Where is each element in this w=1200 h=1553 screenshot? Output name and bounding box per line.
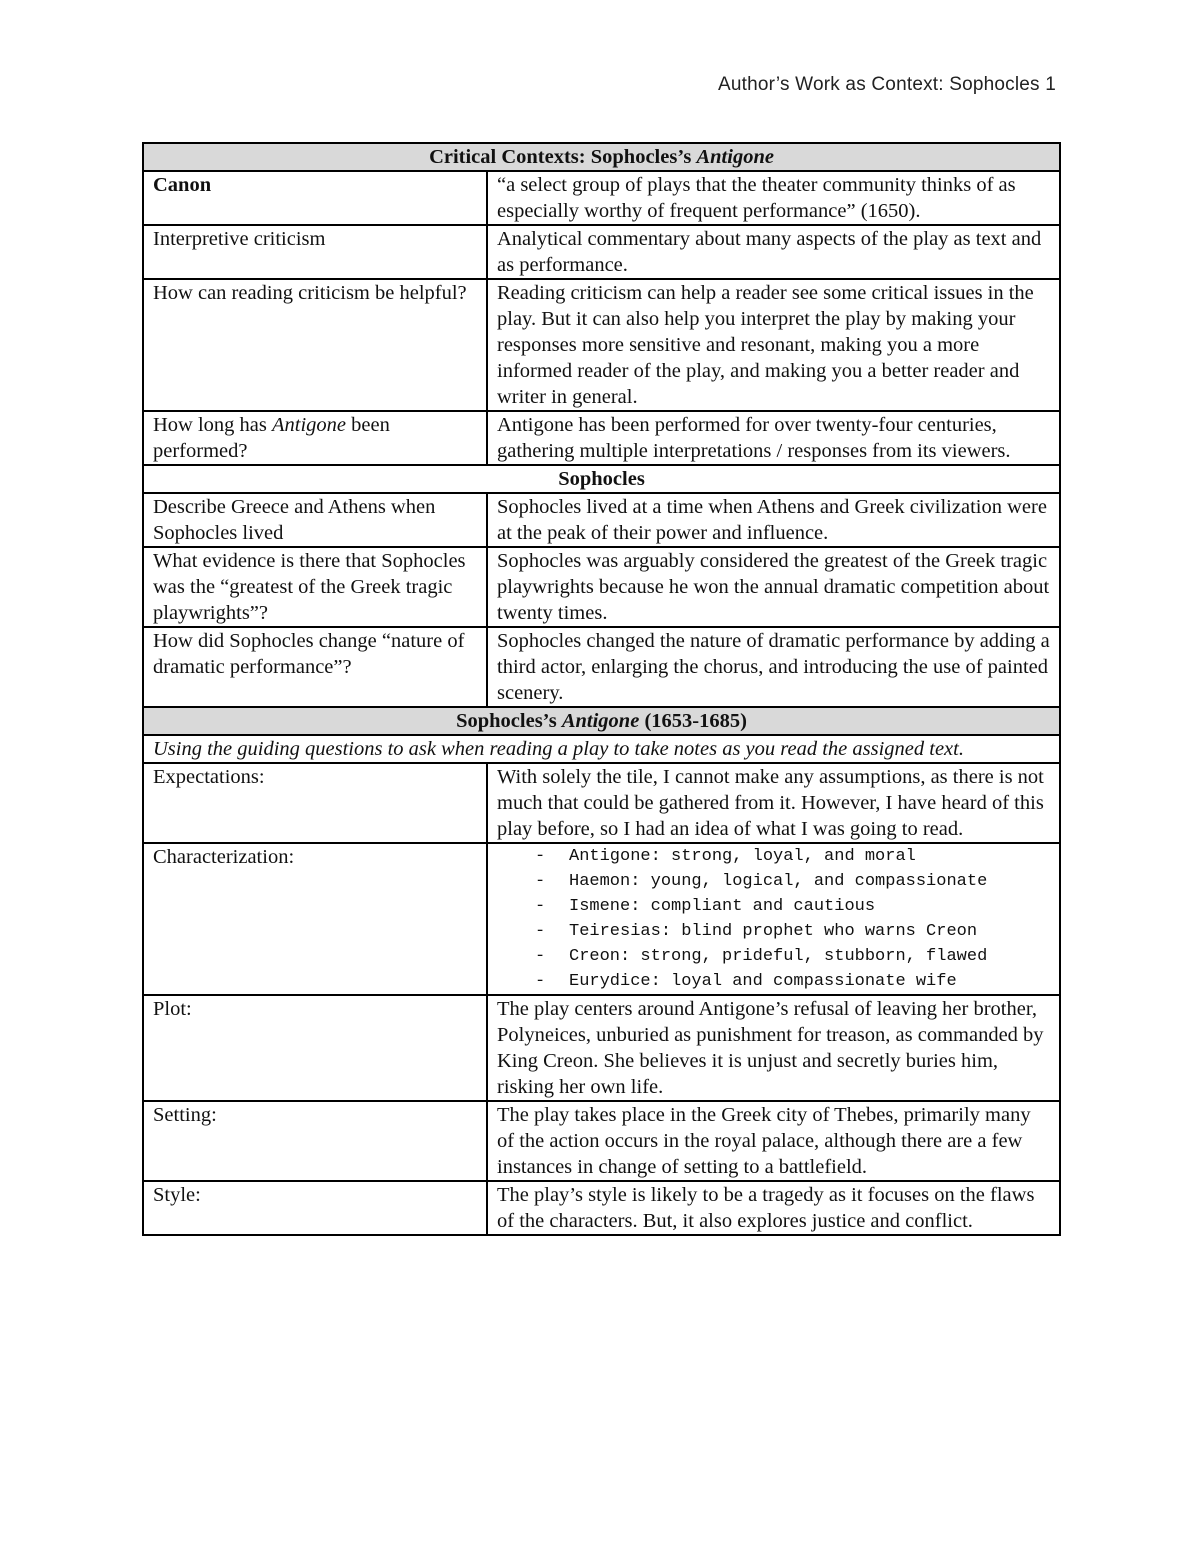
page-header: Author’s Work as Context: Sophocles 1 <box>718 74 1056 95</box>
term-cell: How long has Antigone been performed? <box>143 411 487 465</box>
table-row <box>143 225 1060 279</box>
table-row <box>143 1181 1060 1235</box>
definition-cell: Sophocles changed the nature of dramatic performance by adding a third actor, enlarging the chorus, and introducing the use of painted scenery. <box>487 627 1060 707</box>
note-text: The play takes place in the Greek city of Thebes, primarily many of the action occurs in the royal palace, although there are a few instances in change of setting to a battlefield. <box>487 1101 1060 1181</box>
table-row <box>143 627 1060 707</box>
note-label: Expectations: <box>143 763 487 843</box>
table-row <box>143 843 1060 995</box>
section-heading-sophocles: Sophocles <box>143 465 1060 493</box>
term-cell: Canon <box>143 171 487 225</box>
list-item: - Antigone: strong, loyal, and moral <box>535 847 916 866</box>
list-item: - Creon: strong, prideful, stubborn, flawed <box>535 947 988 966</box>
table-row <box>143 995 1060 1101</box>
note-label: Plot: <box>143 995 487 1101</box>
definition-cell: Sophocles was arguably considered the greatest of the Greek tragic playwrights because he won the annual dramatic competition about twenty times. <box>487 547 1060 627</box>
critical-contexts-table <box>142 142 1061 1236</box>
table-row <box>143 493 1060 547</box>
section-heading-antigone: Sophocles’s Antigone (1653-1685) <box>143 707 1060 735</box>
section-row <box>143 707 1060 735</box>
section-row <box>143 465 1060 493</box>
table-row <box>143 171 1060 225</box>
term-cell: Interpretive criticism <box>143 225 487 279</box>
list-item: - Eurydice: loyal and compassionate wife <box>535 972 957 991</box>
term-cell: What evidence is there that Sophocles was the “greatest of the Greek tragic playwrights”? <box>143 547 487 627</box>
definition-cell: “a select group of plays that the theater community thinks of as especially worthy of frequent performance” (1650). <box>487 171 1060 225</box>
definition-cell: Reading criticism can help a reader see some critical issues in the play. But it can also help you interpret the play by making your responses more sensitive and resonant, making you a more informed reader of the play, and making you a better reader and writer in general. <box>487 279 1060 411</box>
note-text: The play’s style is likely to be a tragedy as it focuses on the flaws of the characters. But, it also explores justice and conflict. <box>487 1181 1060 1235</box>
note-text: The play centers around Antigone’s refusal of leaving her brother, Polyneices, unburied as punishment for treason, as commanded by King Creon. She believes it is unjust and secretly buries him, risking her own life. <box>487 995 1060 1101</box>
title-row <box>143 143 1060 171</box>
note-label: Setting: <box>143 1101 487 1181</box>
definition-cell: Antigone has been performed for over twenty-four centuries, gathering multiple interpretations / responses from its viewers. <box>487 411 1060 465</box>
table-row <box>143 411 1060 465</box>
note-label: Style: <box>143 1181 487 1235</box>
instructions: Using the guiding questions to ask when reading a play to take notes as you read the assigned text. <box>143 735 1060 763</box>
note-text <box>487 843 1060 995</box>
note-label: Characterization: <box>143 843 487 995</box>
list-item: - Teiresias: blind prophet who warns Creon <box>535 922 978 941</box>
character-list <box>497 844 1050 994</box>
instructions-row <box>143 735 1060 763</box>
list-item: - Haemon: young, logical, and compassionate <box>535 872 988 891</box>
definition-cell: Sophocles lived at a time when Athens and Greek civilization were at the peak of their power and influence. <box>487 493 1060 547</box>
note-text: With solely the tile, I cannot make any assumptions, as there is not much that could be gathered from it. However, I have heard of this play before, so I had an idea of what I was going to read. <box>487 763 1060 843</box>
table-row <box>143 279 1060 411</box>
term-cell: How can reading criticism be helpful? <box>143 279 487 411</box>
definition-cell: Analytical commentary about many aspects of the play as text and as performance. <box>487 225 1060 279</box>
list-item: - Ismene: compliant and cautious <box>535 897 876 916</box>
term-cell: Describe Greece and Athens when Sophocles lived <box>143 493 487 547</box>
table-row <box>143 547 1060 627</box>
table-row <box>143 763 1060 843</box>
table-row <box>143 1101 1060 1181</box>
term-cell: How did Sophocles change “nature of dramatic performance”? <box>143 627 487 707</box>
table-title: Critical Contexts: Sophocles’s Antigone <box>143 143 1060 171</box>
